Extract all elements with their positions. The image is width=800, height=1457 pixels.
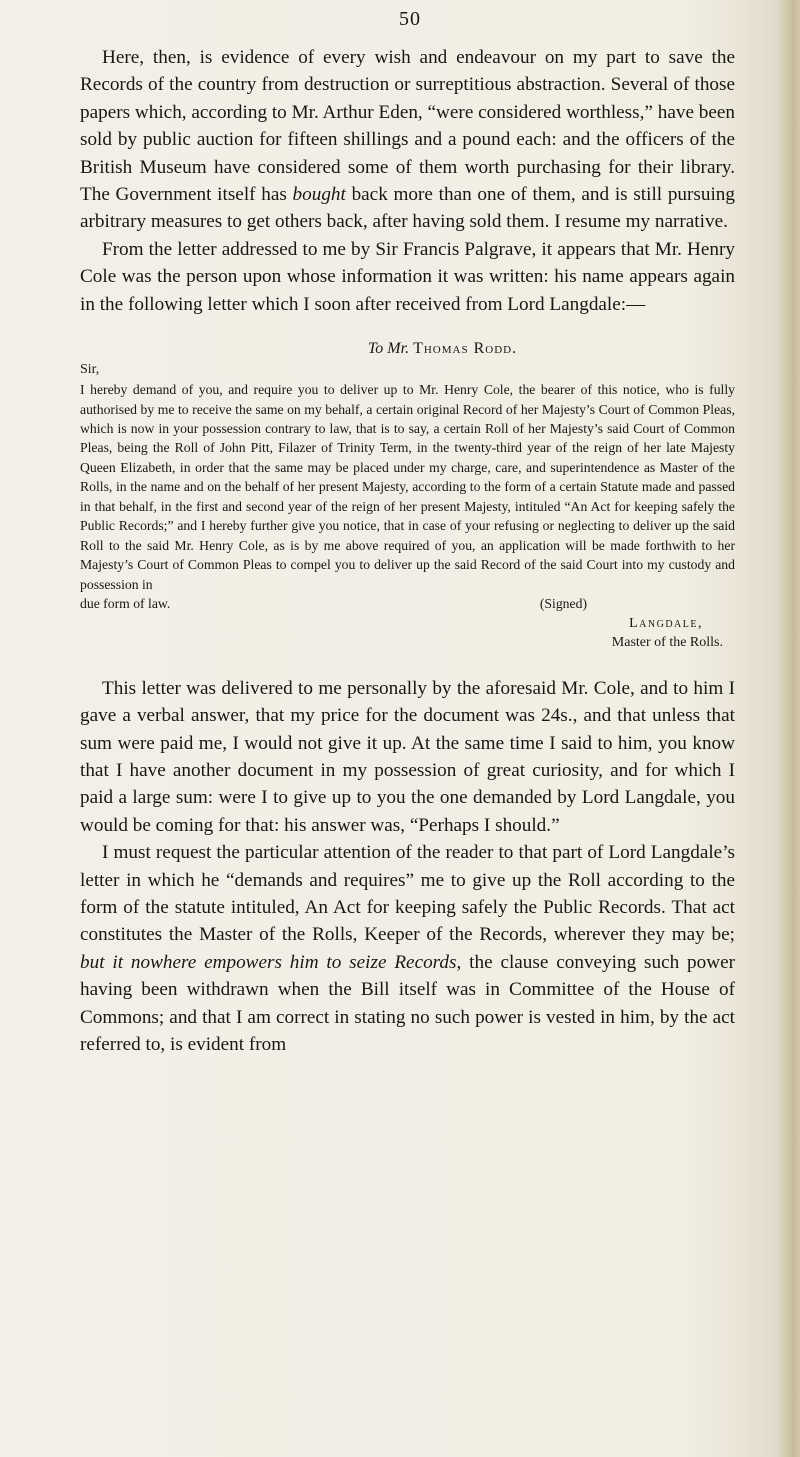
signer-name: Langdale, bbox=[629, 615, 703, 631]
paragraph-text: Here, then, is evidence of every wish and endeavour on my part to save the Records of the country from destruction or surreptitious abstraction. Several of those papers which, according to Mr. Arthur Eden, “were considered worthless,” have been sold by public auction for fifteen shillings and a pound each: and the officers of the British Museum have considered some of them worth purchasing for their library. The Government itself has bbox=[80, 47, 735, 206]
paragraph-text: , the clause conveying such power having been withdrawn when the Bill itself was in Committee of the House of Commons; and that I am correct in stating no such power is vested in him, by the act referred to, is evident from bbox=[80, 951, 735, 1055]
paragraph-palgrave-letter: From the letter addressed to me by Sir Francis Palgrave, it appears that Mr. Henry Cole was the person upon whose information it was written: his name appears again in the following letter which I soon after received from Lord Langdale:— bbox=[80, 238, 735, 315]
addressee-prefix: To Mr. bbox=[367, 340, 410, 358]
letter-signed-label: (Signed) bbox=[539, 596, 587, 612]
page-edge-shadow bbox=[778, 0, 800, 1457]
page-number: 50 bbox=[399, 8, 421, 30]
letter-addressee bbox=[80, 338, 735, 360]
letter-closing-text: due form of law. bbox=[80, 596, 171, 612]
emphasis-bought: bought bbox=[292, 184, 346, 206]
paragraph-langdale-demand bbox=[80, 839, 735, 1058]
addressee-name: Thomas Rodd. bbox=[413, 340, 518, 358]
letter-salutation: Sir, bbox=[80, 362, 100, 378]
signer-title: Master of the Rolls. bbox=[611, 635, 723, 651]
paragraph-text: back more than one of them, and is still pursuing arbitrary measures to get others back, after having sold them. I resume my narrative. bbox=[80, 184, 735, 233]
letter-body: I hereby demand of you, and require you to deliver up to Mr. Henry Cole, the bearer of this notice, who is fully authorised by me to receive the same on my behalf, a certain original Record of her Majesty’s Court of Common Pleas, which is now in your possession contrary to law, that is to say, a certain Roll of her Majesty’s said Court of Common Pleas, being the Roll of John Pitt, Filazer of Trinity Term, in the twenty-third year of the reign of her late Majesty Queen Elizabeth, in order that the same may be placed under my charge, care, and superintendence as Master of the Rolls, in the name and on the behalf of her present Majesty, according to the form of a certain Statute made and passed in that behalf, in the first and second year of the reign of her present Majesty, intituled “An Act for keeping safely the Public Records;” and I hereby further give you notice, that in case of your refusing or neglecting to deliver up the said Roll to the said Mr. Henry Cole, as is by me above required of you, an application will be made forthwith to her Majesty’s Court of Common Pleas to compel you to deliver up the said Record of the said Court into my custody and possession in bbox=[80, 382, 735, 592]
emphasis-nowhere-empowers: but it nowhere empowers him to seize Records bbox=[80, 951, 457, 973]
letter-signer bbox=[80, 614, 735, 653]
page-content bbox=[80, 44, 735, 1058]
paragraph-cole-answer: This letter was delivered to me personally by the aforesaid Mr. Cole, and to him I gave a verbal answer, that my price for the document was 24s., and that unless that sum were paid me, I would not give it up. At the same time I said to him, you know that I have another document in my possession of great curiosity, and for which I paid a large sum: were I to give up to you the one demanded by Lord Langdale, you would be coming for that: his answer was, “Perhaps I should.” bbox=[80, 677, 735, 836]
letter-closing-row bbox=[80, 594, 735, 613]
paragraph-text: I must request the particular attention of the reader to that part of Lord Langdale’s letter in which he “demands and requires” me to give up the Roll according to the form of the statute intituled, An Act for keeping safely the Public Records. That act constitutes the Master of the Rolls, Keeper of the Records, wherever they may be; bbox=[80, 842, 735, 946]
quoted-letter bbox=[80, 338, 735, 653]
after-letter-text bbox=[80, 675, 735, 1059]
paragraph-records-evidence bbox=[80, 44, 735, 236]
